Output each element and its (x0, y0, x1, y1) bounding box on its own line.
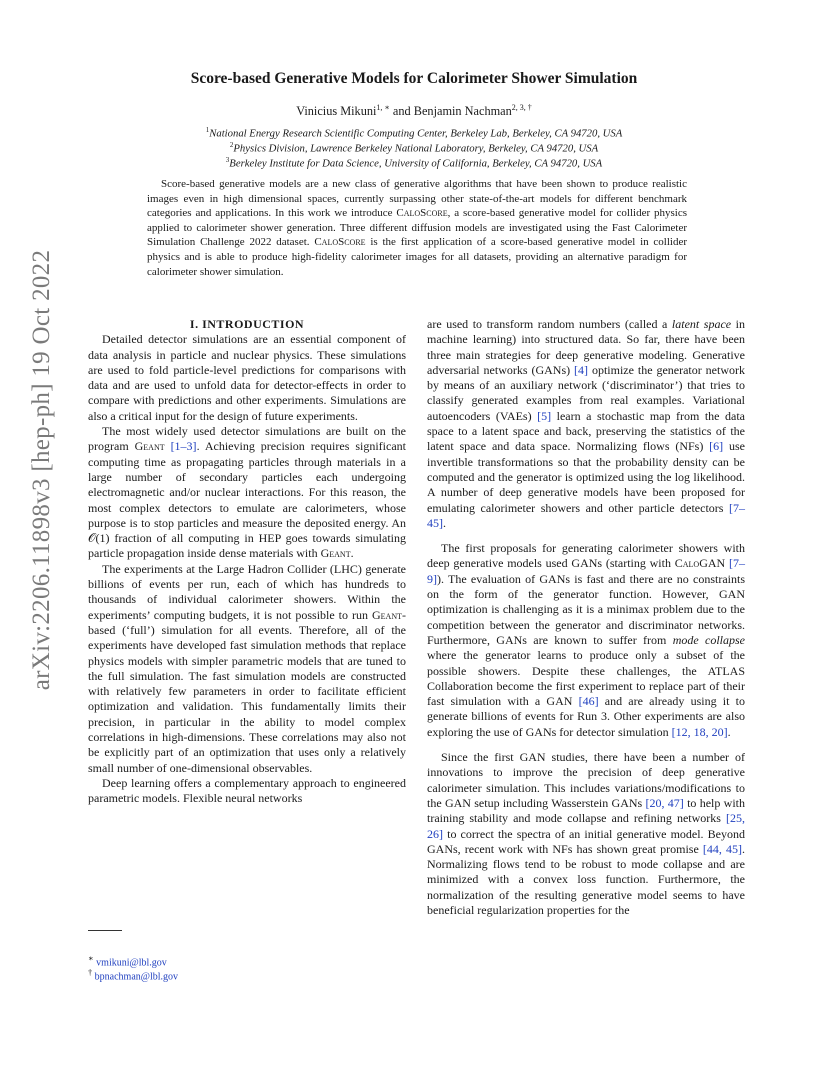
arxiv-identifier-sidebar (22, 249, 62, 691)
citation-link[interactable]: [25, 26] (427, 811, 745, 841)
paragraph: The most widely used detector simulations are built on the program Geant [1–3]. Achieving precision requires significant computing time as propagating particles through materials in a large number of secondary particles each undergoing electromagnetic and/or nuclear interactions. For this reason, the most complex detectors to emulate are calorimeters, whose purpose is to stop particles and measure the deposited energy. An 𝒪(1) fraction of all computing in HEP goes towards simulating particle propagation inside dense materials with Geant. (88, 424, 406, 561)
affiliation-mark: 2 (229, 141, 234, 149)
affiliation-text: Physics Division, Lawrence Berkeley National Laboratory, Berkeley, CA 94720, USA (233, 142, 599, 155)
software-name: CaloScore (396, 207, 448, 220)
citation-link[interactable]: [46] (578, 694, 599, 709)
citation-link[interactable]: [6] (709, 439, 724, 454)
affiliation-text: Berkeley Institute for Data Science, University of California, Berkeley, CA 94720, USA (229, 157, 603, 170)
paragraph: Detailed detector simulations are an essential component of data analysis in particle and nuclear physics. These simulations are used to fold particle-level predictions for comparisons with data and are used to unfold data for detector-effects in order to compare with predictions and other experiments. Simulations are also a critical input for the design of future experiments. (88, 332, 406, 423)
software-name: Geant (320, 546, 351, 561)
footnote-email-link[interactable]: vmikuni@lbl.gov (96, 957, 167, 969)
emphasis: mode collapse (672, 632, 745, 647)
footnote-mark: † (88, 968, 93, 977)
citation-link[interactable]: [44, 45] (702, 841, 742, 856)
footnote-mark: ∗ (88, 954, 94, 963)
paragraph: Since the first GAN studies, there have been a number of innovations to improve the precision of deep generative calorimeter simulation. This includes variations/modifications to the GAN setup including Wasserstein GANs [20, 47] to help with training stability and mode collapse and refining networks [25, 26] to correct the spectra of an initial generative model. Beyond GANs, recent work with NFs has shown great promise [44, 45]. Normalizing flows tend to be robust to mode collapse and are minimized with a convex loss function. Furthermore, the normalization of the resulting generative model seems to have beneficial regularization properties for the (427, 750, 745, 917)
arxiv-identifier: arXiv:2206.11898v3 [hep-ph] 19 Oct 2022 (28, 249, 55, 691)
citation-link[interactable]: [5] (537, 408, 552, 423)
citation-link[interactable]: [7–9] (427, 556, 746, 586)
paragraph: Deep learning offers a complementary approach to engineered parametric models. Flexible neural networks (88, 775, 406, 806)
citation-link[interactable]: [1–3] (170, 439, 197, 454)
software-name: Geant (372, 607, 402, 622)
footnote (88, 966, 178, 983)
paper-title: Score-based Generative Models for Calorimeter Shower Simulation (190, 70, 638, 87)
paragraph: The experiments at the Large Hadron Collider (LHC) generate billions of events per run, each of which has hundreds to thousands of individual calorimeter showers. Within the experiments’ computing budgets, it is not possible to run Geant-based (‘full’) simulation for all events. Therefore, all of the experiments have developed fast simulation methods that replace physics models with simpler parametric models that are tuned to the full simulation. The fast simulation models are constructed with relatively few parameters in order to facilitate efficient optimization and validation. This fundamentally limits their precision, in particular in the ability to model complex correlations in high-dimensions. These correlations may also not be explicitly part of an optimization that uses only a relatively small number of one-dimensional observables. (88, 561, 406, 775)
author-name: Vinicius Mikuni (296, 104, 377, 119)
citation-link[interactable]: [4] (574, 362, 589, 377)
left-column (88, 317, 406, 807)
software-name: CaloGAN (674, 556, 726, 571)
author-name: Benjamin Nachman (413, 104, 512, 119)
abstract-text: Score-based generative models are a new class of generative algorithms that have been shown to produce realistic images even in high dimensional spaces, currently surpassing other state-of-the-art models for different benchmark categories and applications. In this work we introduce (147, 178, 687, 220)
affiliation-text: National Energy Research Scientific Computing Center, Berkeley Lab, Berkeley, CA 94720, USA (209, 127, 623, 140)
author-line (0, 103, 828, 119)
footnote-email-link[interactable]: bpnachman@lbl.gov (94, 971, 179, 983)
author-conjunction: and (389, 104, 414, 119)
affiliation (0, 153, 828, 172)
footnote-rule (88, 930, 122, 931)
abstract-text: , a score-based generative model for collider physics applied to calorimeter shower generation. Three different diffusion models are investigated using the Fast Calorimeter Simulation Challenge 2022 dataset. (147, 207, 687, 249)
abstract (147, 177, 687, 279)
author-marks: 1, ∗ (376, 103, 390, 112)
affiliation-mark: 3 (225, 156, 230, 164)
citation-link[interactable]: [20, 47] (645, 795, 684, 810)
emphasis: latent space (671, 317, 732, 331)
abstract-text: is the first application of a score-based generative model in collider physics and is able to produce high-fidelity calorimeter images for all datasets, providing an alternative paradigm for calorimeter shower simulation. (147, 236, 688, 278)
software-name: Geant (134, 439, 165, 454)
paragraph: are used to transform random numbers (called a latent space in machine learning) into structured data. So far, there have been three main strategies for deep generative modeling. Generative adversarial networks (GANs) [4] optimize the generator network by means of an auxiliary network (‘discriminator’) that tries to classify generated examples from real examples. Variational autoencoders (VAEs) [5] learn a stochastic map from the data space to a latent space and back, preserving the statistics of the latent space and data space. Normalizing flows (NFs) [6] use invertible transformations so that the probability density can be computed and the generator is optimized using the log likelihood. A number of deep generative models have been proposed for emulating calorimeter showers and other particle detectors [7–45]. (427, 317, 745, 530)
citation-link[interactable]: [7–45] (427, 500, 745, 530)
paragraph: The first proposals for generating calorimeter showers with deep generative models used GANs (starting with CaloGAN [7–9]). The evaluation of GANs is fast and there are no constraints on the form of the generator function. However, GAN optimization is challenging as it is a minimax problem due to the competition between the generator and discriminator networks. Furthermore, GANs are known to suffer from mode collapse where the generator learns to produce only a subset of the possible showers. Despite these challenges, the ATLAS Collaboration become the first experiment to replace part of their fast simulation with a GAN [46] and are already using it to generate billions of events for Run 3. Other experiments are also exploring the use of GANs for detector simulation [12, 18, 20]. (427, 541, 746, 739)
right-column (427, 317, 745, 918)
software-name: CaloScore (314, 236, 366, 249)
citation-link[interactable]: [12, 18, 20] (671, 724, 728, 739)
author-marks: 2, 3, † (511, 103, 532, 112)
affiliation-mark: 1 (205, 126, 210, 134)
section-heading: I. INTRODUCTION (189, 317, 305, 331)
